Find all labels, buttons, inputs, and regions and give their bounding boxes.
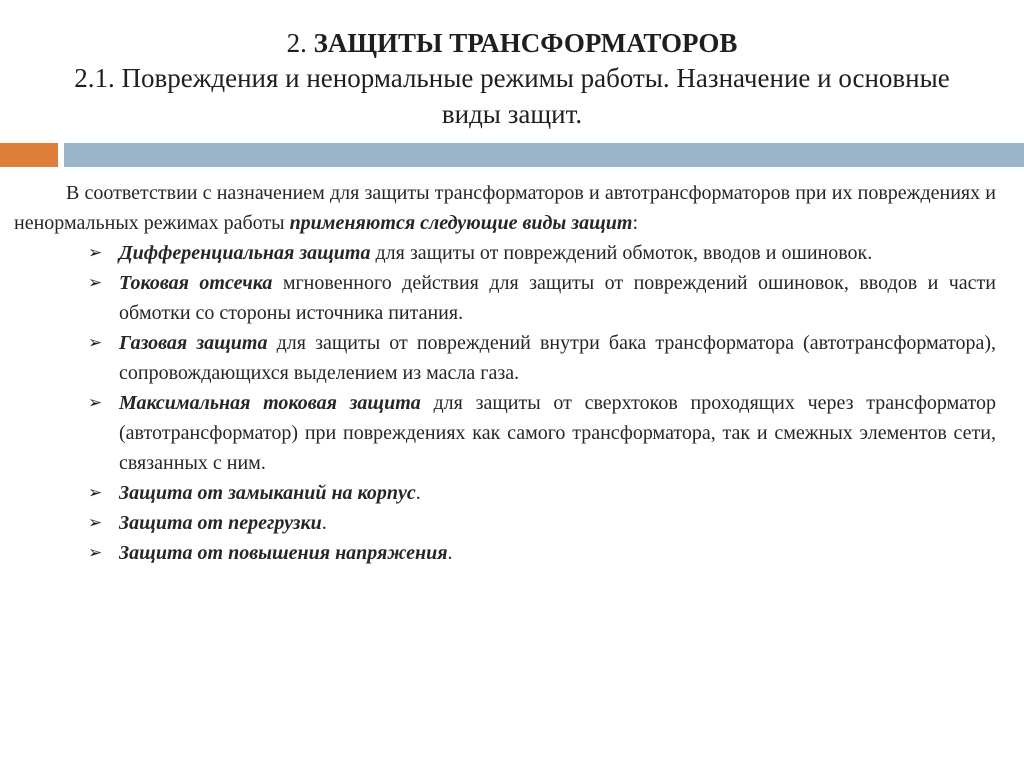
title-block — [0, 26, 1024, 132]
item-term: Защита от перегрузки — [119, 512, 322, 534]
item-term: Защита от повышения напряжения — [119, 542, 448, 564]
list-item — [14, 268, 996, 328]
list-item — [14, 238, 996, 268]
item-text: . — [447, 542, 453, 564]
slide-title — [0, 26, 1024, 60]
intro-paragraph — [14, 178, 996, 238]
list-item — [14, 328, 996, 388]
intro-emphasis: применяются следующие виды защит — [289, 212, 633, 234]
arrowhead-bullet-icon: ➢ — [88, 393, 103, 413]
intro-lead: В соответствии с назначением для защиты трансформаторов и автотрансформаторов при их повреждениях и ненормальных режимах работы — [14, 182, 996, 234]
item-text: для защиты от сверхтоков проходящих через трансформатор (автотрансформатор) при повреждениях как самого трансформатора, так и смежных элементов сети, связанных с ним. — [119, 392, 996, 474]
slide-subtitle: 2.1. Повреждения и ненормальные режимы работы. Назначение и основные виды защит. — [74, 63, 950, 129]
item-term: Токовая отсечка — [119, 272, 273, 294]
list-item — [14, 508, 996, 538]
arrowhead-bullet-icon: ➢ — [88, 513, 103, 533]
list-item — [14, 388, 996, 478]
item-text: . — [415, 482, 421, 504]
title-number: 2. — [286, 28, 307, 58]
accent-bar-blue — [64, 143, 1024, 167]
arrowhead-bullet-icon: ➢ — [88, 333, 103, 353]
item-text: для защиты от повреждений обмоток, вводов и ошиновок. — [370, 242, 873, 264]
title-main: ЗАЩИТЫ ТРАНСФОРМАТОРОВ — [306, 28, 738, 58]
list-item — [14, 478, 996, 508]
intro-tail: : — [632, 212, 639, 234]
item-text: . — [321, 512, 327, 534]
arrowhead-bullet-icon: ➢ — [88, 243, 103, 263]
item-text: для защиты от повреждений внутри бака трансформатора (автотрансформатора), сопровождающихся выделением из масла газа. — [119, 332, 996, 384]
item-text: мгновенного действия для защиты от повреждений ошиновок, вводов и части обмотки со стороны источника питания. — [119, 272, 997, 324]
protection-list — [14, 238, 996, 568]
item-term: Дифференциальная защита — [119, 242, 371, 264]
arrowhead-bullet-icon: ➢ — [88, 483, 103, 503]
arrowhead-bullet-icon: ➢ — [88, 543, 103, 563]
arrowhead-bullet-icon: ➢ — [88, 273, 103, 293]
item-term: Максимальная токовая защита — [119, 392, 421, 414]
accent-bar-orange — [0, 143, 58, 167]
content-body — [14, 178, 996, 568]
item-term: Газовая защита — [119, 332, 268, 354]
list-item — [14, 538, 996, 568]
item-term: Защита от замыканий на корпус — [119, 482, 416, 504]
